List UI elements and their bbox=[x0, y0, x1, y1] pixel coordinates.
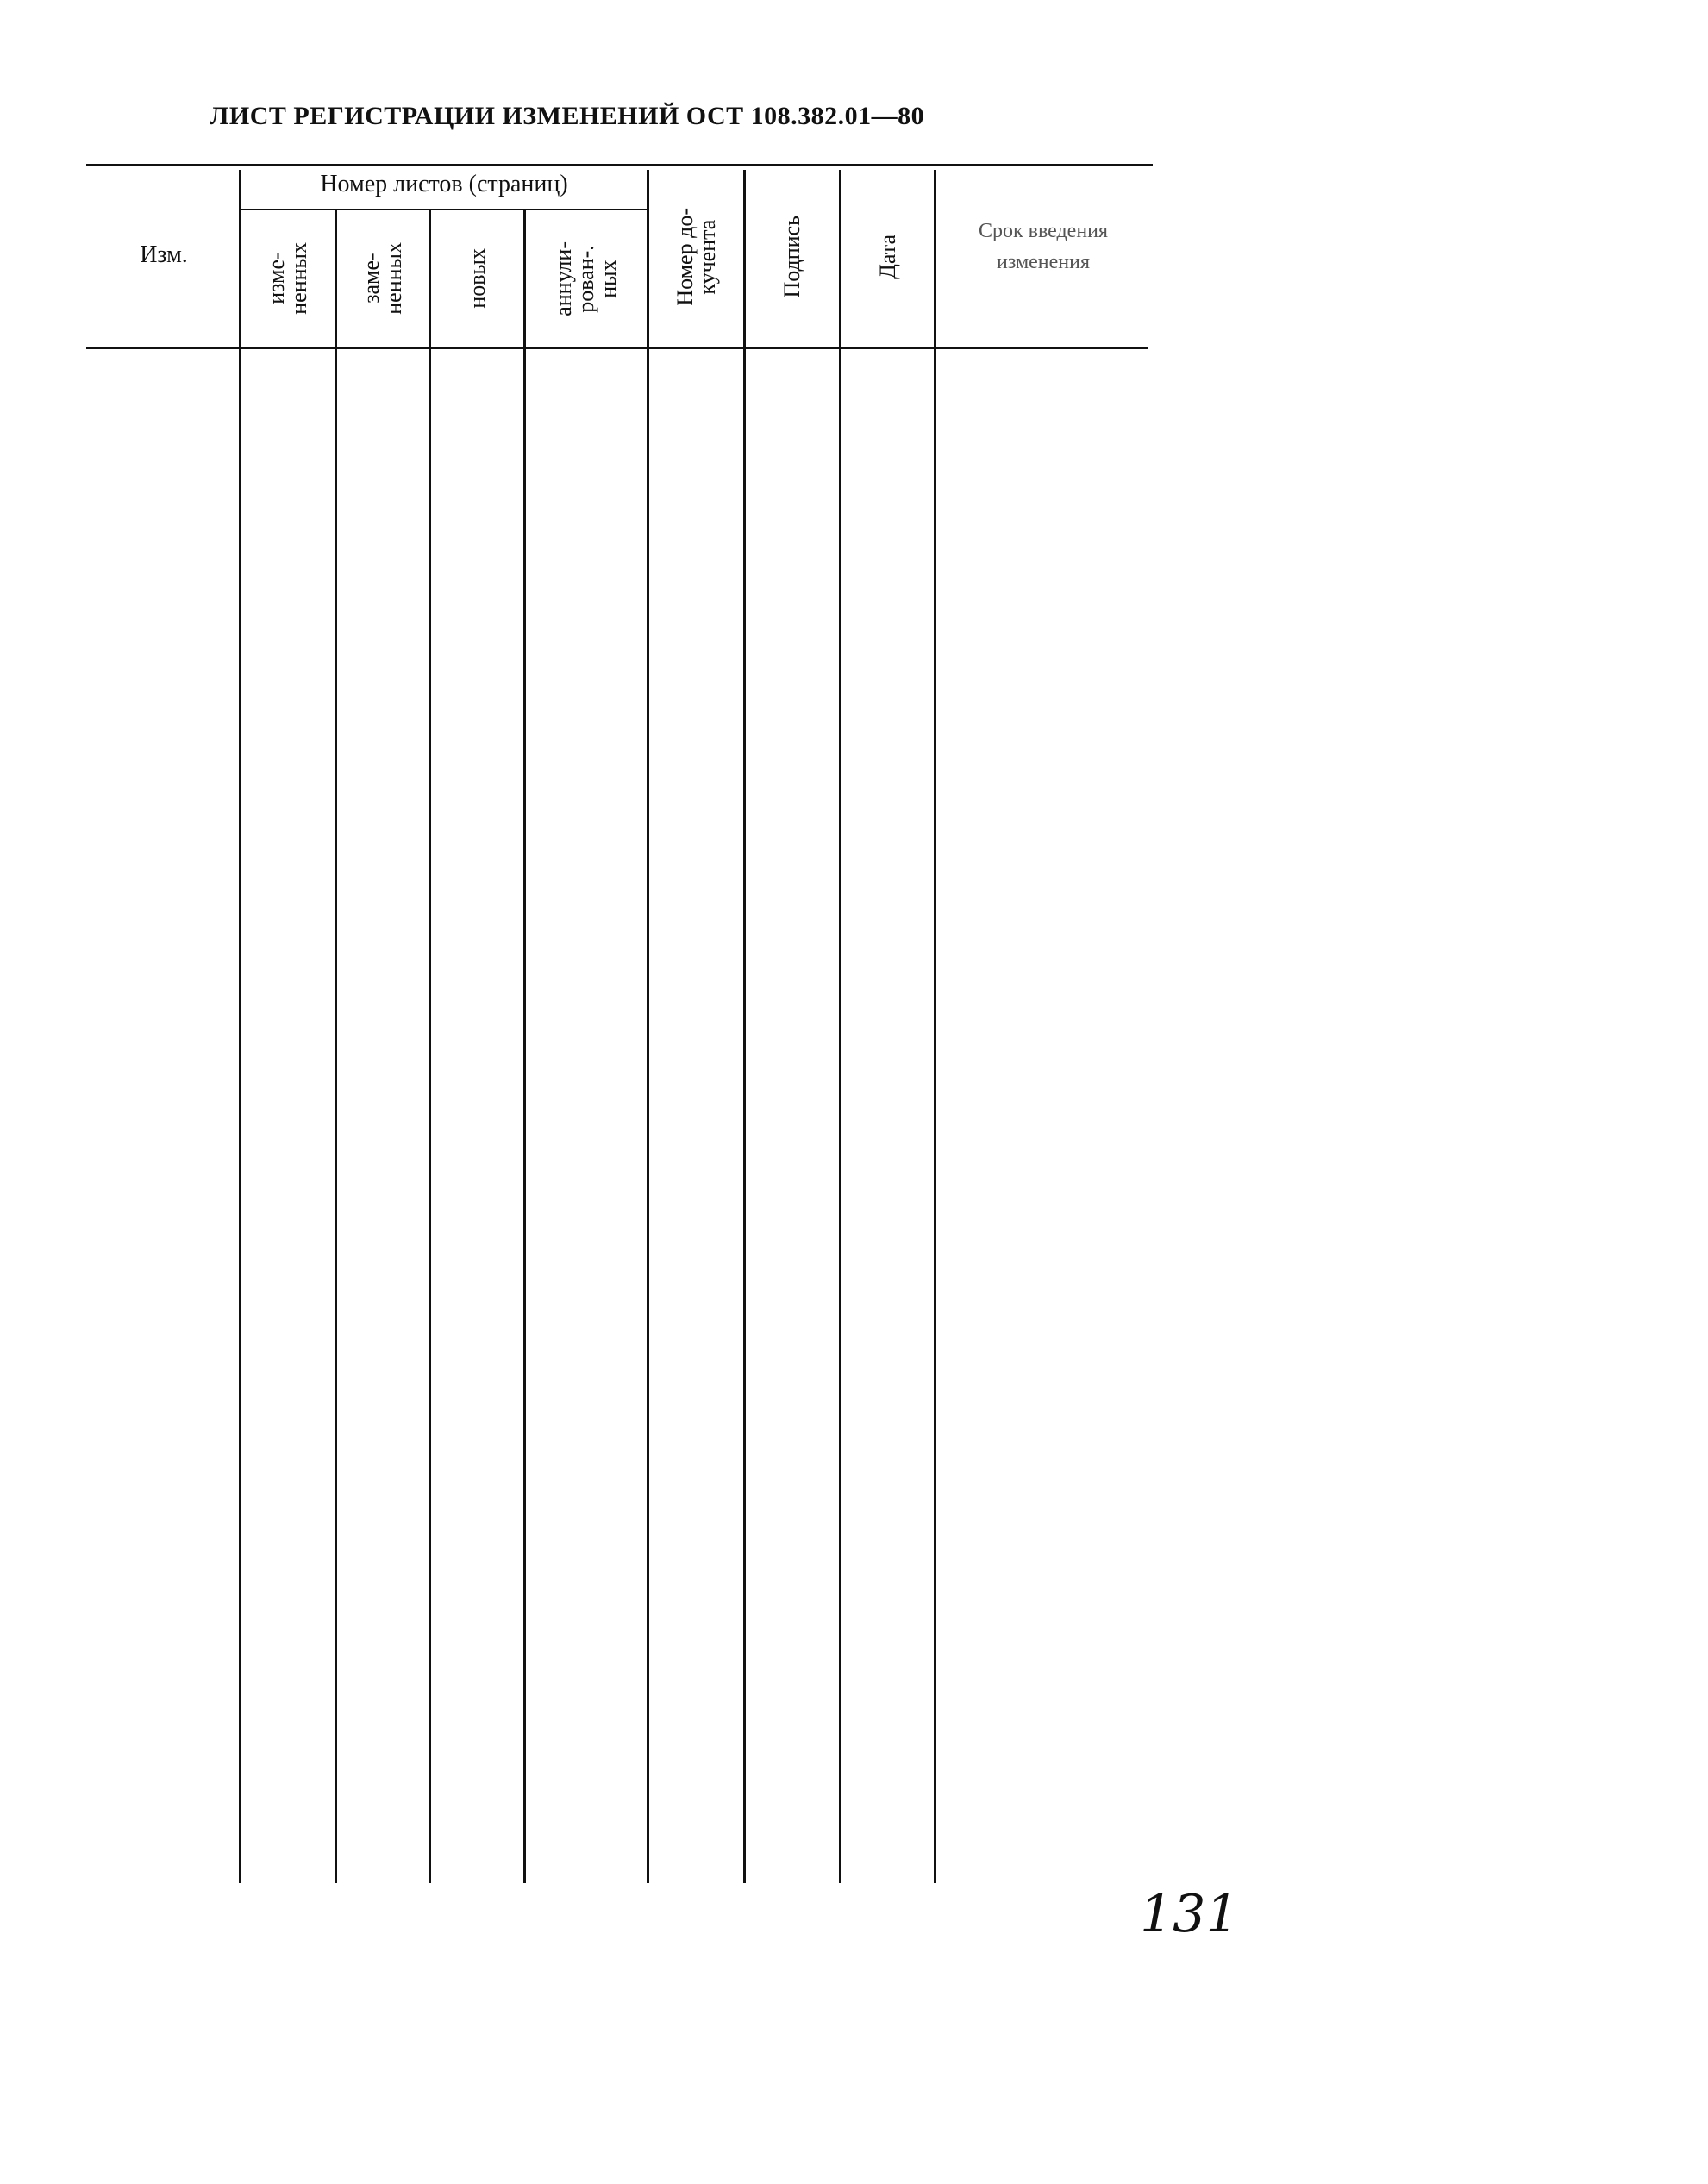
header-data: Дата bbox=[874, 235, 900, 279]
header-bottom-rule bbox=[86, 347, 1148, 349]
column-divider bbox=[239, 170, 241, 1883]
column-divider bbox=[523, 210, 526, 1883]
header-izm: Изм. bbox=[140, 241, 188, 268]
header-nomer-dokumenta-cell bbox=[649, 169, 743, 345]
header-group-sheet-numbers: Номер листов (страниц) bbox=[320, 171, 568, 197]
header-annulirovannykh-cell bbox=[526, 212, 647, 345]
column-divider bbox=[934, 170, 936, 1883]
page-number: 131 bbox=[1140, 1884, 1239, 1944]
header-izmenennykh: изме- ненных bbox=[264, 242, 311, 315]
header-novykh: новых bbox=[464, 248, 490, 309]
column-divider bbox=[647, 170, 649, 1883]
group-header-underline bbox=[241, 209, 647, 210]
header-annulirovannykh: аннули- рован-. ных bbox=[551, 241, 621, 316]
header-srok-vvedeniya: Срок введения изменения bbox=[978, 220, 1109, 273]
header-podpis-cell bbox=[746, 169, 839, 345]
header-top-rule bbox=[86, 164, 1153, 166]
header-podpis: Подпись bbox=[779, 216, 804, 298]
page-title: ЛИСТ РЕГИСТРАЦИИ ИЗМЕНЕНИЙ ОСТ 108.382.01—80 bbox=[210, 102, 925, 130]
column-divider bbox=[839, 170, 841, 1883]
column-divider bbox=[743, 170, 746, 1883]
header-zamenennykh-cell bbox=[337, 212, 429, 345]
header-izmenennykh-cell bbox=[241, 212, 335, 345]
header-zamenennykh: заме- ненных bbox=[359, 242, 406, 315]
column-divider bbox=[429, 210, 431, 1883]
header-novykh-cell bbox=[431, 212, 523, 345]
header-nomer-dokumenta: Номер до- кучента bbox=[672, 208, 720, 306]
header-data-cell bbox=[841, 169, 934, 345]
column-divider bbox=[335, 210, 337, 1883]
